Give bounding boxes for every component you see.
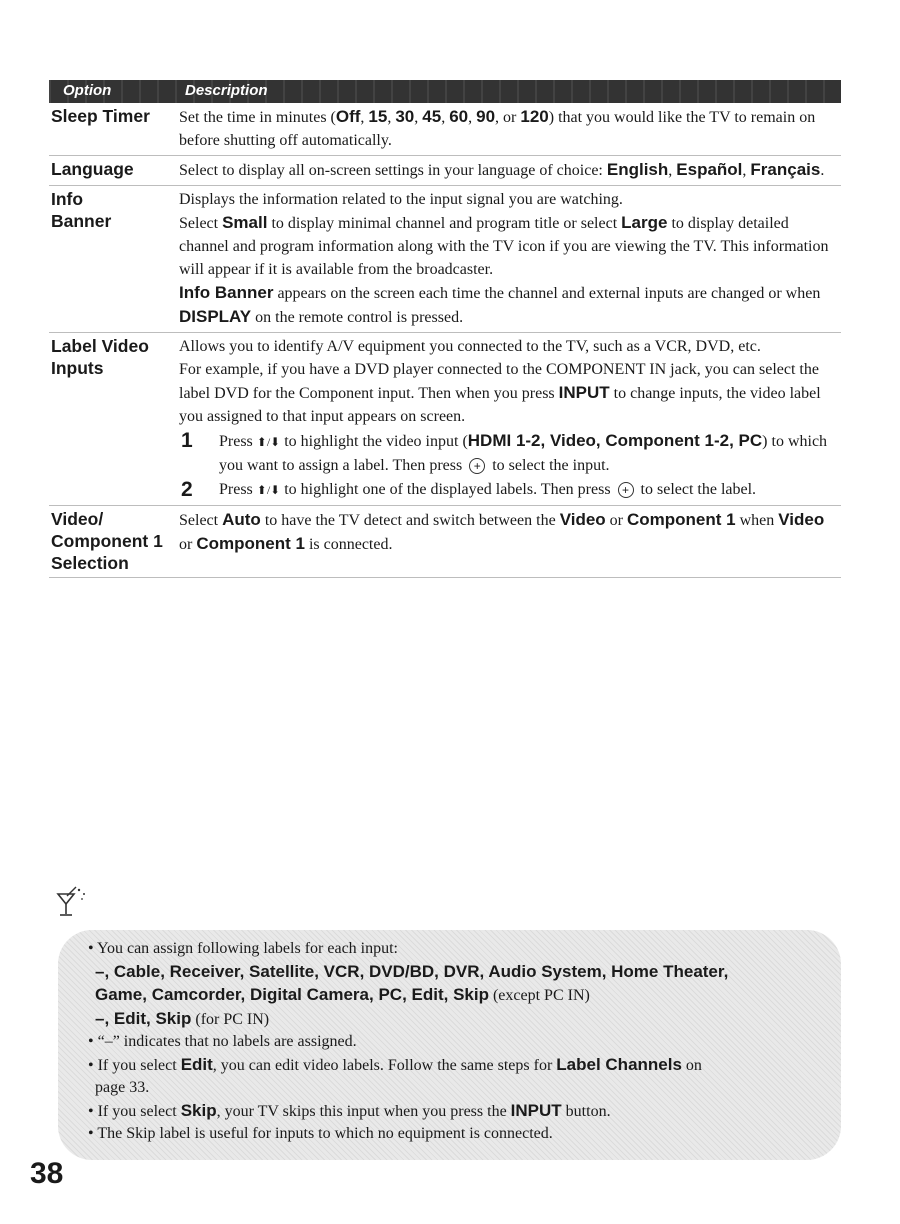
tip-item: • If you select Skip, your TV skips this input when you press the INPUT button.	[88, 1100, 611, 1120]
row-video-component	[49, 506, 841, 578]
page-number: 38	[30, 1157, 64, 1190]
tip-item: • “–” indicates that no labels are assigned.	[88, 1033, 357, 1050]
option-label-video-inputs: Label Video Inputs	[51, 336, 149, 378]
options-table	[49, 80, 841, 578]
desc-info-banner: Displays the information related to the input signal you are watching. Select Small to display minimal channel and program title or select Large to display detailed channel and program information along with the TV icon if you are viewing the TV. This information will appear if it is available from the broadcaster. Info Banner appears on the screen each time the channel and external inputs are changed or when DISPLAY on the remote control is pressed.	[179, 191, 829, 326]
table-header	[49, 80, 841, 103]
option-sleep-timer: Sleep Timer	[51, 106, 150, 126]
desc-sleep-timer: Set the time in minutes (Off, 15, 30, 45, 60, 90, or 120) that you would like the TV to remain on before shutting off automatically.	[179, 107, 816, 149]
tip-box	[58, 930, 841, 1160]
tip-item-continued: page 33.	[95, 1079, 150, 1096]
tip-label-list: –, Edit, Skip (for PC IN)	[95, 1008, 270, 1028]
desc-video-component: Select Auto to have the TV detect and switch between the Video or Component 1 when Video or Component 1 is connected.	[179, 510, 825, 553]
step-number: 1	[181, 429, 193, 452]
row-label-video-inputs	[49, 333, 841, 506]
step-2: 2 Press ⬆/⬇ to highlight one of the displayed labels. Then press + to select the label.	[181, 478, 757, 501]
tip-item: • You can assign following labels for each input:	[88, 940, 398, 957]
header-description: Description	[185, 82, 268, 99]
tip-item: • The Skip label is useful for inputs to which no equipment is connected.	[88, 1125, 553, 1142]
row-info-banner	[49, 186, 841, 333]
tip-list	[88, 938, 815, 1146]
up-down-arrow-icon: ⬆/⬇	[256, 435, 281, 449]
option-video-component-selection: Video/ Component 1 Selection	[51, 509, 163, 573]
enter-button-icon: +	[469, 458, 485, 474]
option-info-banner: Info Banner	[51, 189, 112, 231]
enter-button-icon: +	[618, 482, 634, 498]
header-option: Option	[63, 82, 112, 99]
up-down-arrow-icon: ⬆/⬇	[256, 483, 281, 497]
step-number: 2	[181, 478, 193, 501]
tip-icon	[54, 885, 92, 919]
tip-label-list: –, Cable, Receiver, Satellite, VCR, DVD/BD, DVR, Audio System, Home Theater,	[95, 961, 729, 981]
desc-label-video-inputs: Allows you to identify A/V equipment you connected to the TV, such as a VCR, DVD, etc. For example, if you have a DVD player connected to the COMPONENT IN jack, you can select the label DVD for the Component input. Then when you press INPUT to change inputs, the video label you assigned to that input appears on screen. 1 Press ⬆/⬇ to highlight the video input (HDMI 1-2, Video, Component 1-2, PC) to which you want to assign a label. Then press + to select the input. 2 Press ⬆/⬇ to highlight one of the displayed labels. Then press + to select the label.	[179, 335, 841, 502]
option-language: Language	[51, 159, 134, 179]
row-language	[49, 156, 841, 186]
tip-item: • If you select Edit, you can edit video labels. Follow the same steps for Label Channels on	[88, 1054, 702, 1074]
desc-language: Select to display all on-screen settings in your language of choice: English, Español, Français.	[179, 160, 825, 179]
tip-label-list: Game, Camcorder, Digital Camera, PC, Edit, Skip (except PC IN)	[95, 985, 590, 1004]
step-1: 1 Press ⬆/⬇ to highlight the video input (HDMI 1-2, Video, Component 1-2, PC) to which you want to assign a label. Then press + to select the input.	[181, 429, 828, 474]
row-sleep-timer	[49, 103, 841, 156]
